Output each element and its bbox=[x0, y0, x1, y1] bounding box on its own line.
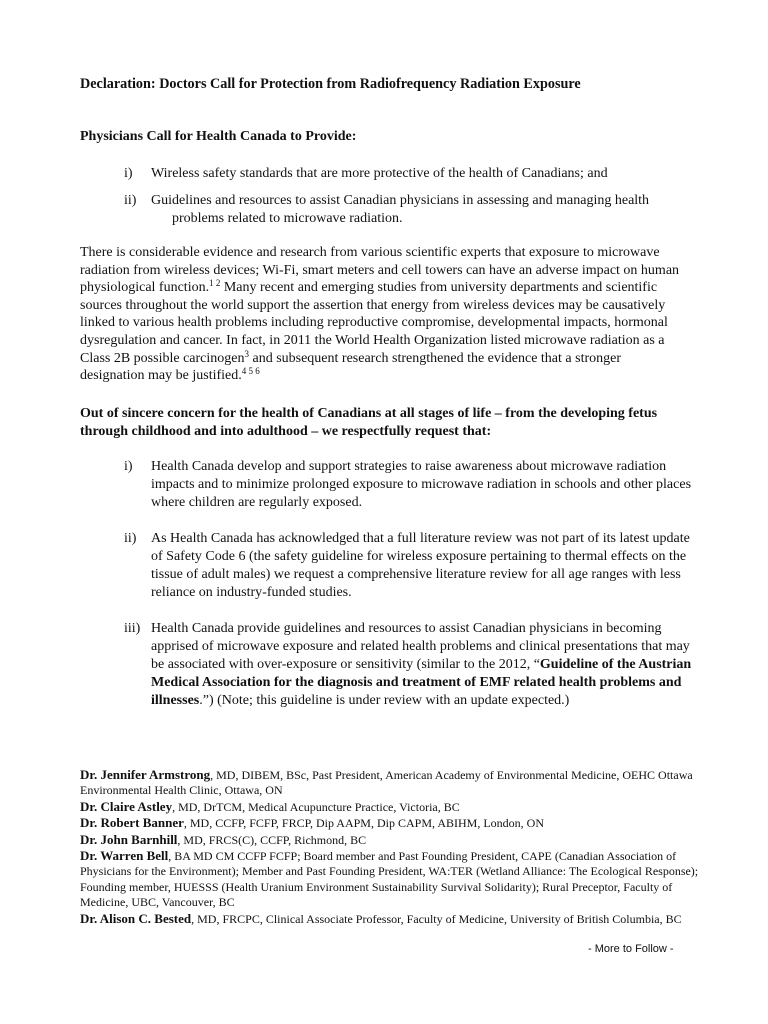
signatory-entry bbox=[80, 767, 720, 799]
list-number: iii) bbox=[124, 621, 141, 636]
footnote-ref: 3 bbox=[244, 348, 249, 359]
signatory-name: Dr. Jennifer Armstrong bbox=[80, 767, 211, 782]
request-item-2 bbox=[124, 530, 704, 602]
signatories-list bbox=[80, 767, 720, 927]
evidence-paragraph bbox=[80, 244, 682, 385]
signatory-name: Dr. Claire Astley bbox=[80, 798, 173, 814]
provide-item-2 bbox=[124, 192, 704, 228]
list-number: i) bbox=[124, 166, 133, 181]
list-number: ii) bbox=[124, 531, 137, 546]
footnote-ref: 4 5 6 bbox=[241, 366, 260, 377]
call-heading: Physicians Call for Health Canada to Provide: bbox=[80, 129, 357, 144]
list-text-line: Guidelines and resources to assist Canadian physicians in assessing and managing health bbox=[151, 193, 650, 208]
signatory-entry bbox=[80, 815, 720, 831]
request-item-1 bbox=[124, 458, 704, 512]
signatory-details: , MD, FRCS(C), CCFP, Richmond, BC bbox=[177, 832, 367, 847]
list-text-part: .”) (Note; this guideline is under review with an update expected.) bbox=[199, 693, 570, 708]
signatory-name: Dr. Alison C. Bested bbox=[80, 910, 192, 926]
signatory-name: Dr. Warren Bell bbox=[80, 848, 169, 864]
document-title: Declaration: Doctors Call for Protection from Radiofrequency Radiation Exposure bbox=[80, 76, 581, 92]
signatory-details: , MD, DrTCM, Medical Acupuncture Practice, Victoria, BC bbox=[172, 799, 460, 814]
list-number: i) bbox=[124, 459, 133, 474]
signatory-entry bbox=[80, 848, 720, 911]
request-item-3 bbox=[124, 620, 704, 710]
signatory-entry bbox=[80, 832, 720, 848]
evidence-text: Many recent and emerging studies from university departments and scientific sources throughout the world support the assertion that energy from wireless devices may be causatively linked to various health problems including reproductive compromise, developmental impacts, hormonal dysregulation and cancer. In fact, in 2011 the World Health Organization listed microwave radiation as a Class 2B possible carcinogen bbox=[80, 280, 668, 366]
signatory-name: Dr. Robert Banner bbox=[80, 815, 184, 831]
footnote-ref: 1 2 bbox=[209, 278, 221, 289]
provide-item-1 bbox=[124, 165, 704, 183]
signatory-details: , BA MD CM CCFP FCFP; Board member and Past Founding President, CAPE (Canadian Association of Physicians for the Environment); Member and Past Founding President, WA:TER (Wetland Alliance: The Ecological Response); Founding member, HUESSS (Health Uranium Environment Sustainability Survival Solidarity); Rural Preceptor, Faculty of Medicine, UBC, Vancouver, BC bbox=[80, 849, 699, 910]
list-number: ii) bbox=[124, 193, 137, 208]
evidence-text: There is considerable evidence and research from various scientific experts that exposure to microwave radiation from wireless devices; Wi-Fi, smart meters and cell towers can have an adverse impact on human physiological function. bbox=[80, 245, 680, 296]
signatory-details: , MD, CCFP, FCFP, FRCP, Dip AAPM, Dip CAPM, ABIHM, London, ON bbox=[183, 816, 544, 831]
more-to-follow-footer: - More to Follow - bbox=[588, 943, 674, 955]
signatory-name: Dr. John Barnhill bbox=[80, 831, 178, 847]
list-text bbox=[151, 192, 704, 228]
list-text: Health Canada develop and support strategies to raise awareness about microwave radiation impacts and to minimize prolonged exposure to microwave radiation in schools and other places where children are regularly exposed. bbox=[151, 459, 692, 510]
signatory-details: , MD, FRCPC, Clinical Associate Professor, Faculty of Medicine, University of British Columbia, BC bbox=[191, 911, 682, 926]
list-text: As Health Canada has acknowledged that a full literature review was not part of its latest update of Safety Code 6 (the safety guideline for wireless exposure pertaining to thermal effects on the tissue of adult males) we request a comprehensive literature review for all age ranges with less reliance on industry-funded studies. bbox=[151, 531, 690, 600]
signatory-details: , MD, DIBEM, BSc, Past President, American Academy of Environmental Medicine, OEHC Ottawa Environmental Health Clinic, Ottawa, ON bbox=[80, 768, 693, 798]
list-text bbox=[151, 620, 704, 710]
list-text-part: Health Canada provide guidelines and resources to assist Canadian physicians in becoming apprised of microwave exposure and related health problems and clinical presentations that may be associated with over-exposure or sensitivity (similar to the 2012, “ bbox=[151, 621, 690, 672]
concern-paragraph: Out of sincere concern for the health of Canadians at all stages of life – from the developing fetus through childhood and into adulthood – we respectfully request that: bbox=[80, 406, 658, 439]
list-text: Wireless safety standards that are more protective of the health of Canadians; and bbox=[151, 166, 608, 181]
signatory-entry bbox=[80, 911, 720, 927]
evidence-text: and subsequent research strengthened the evidence that a stronger designation may be justified. bbox=[80, 350, 622, 384]
list-text-line: problems related to microwave radiation. bbox=[172, 211, 403, 226]
guideline-title: Guideline of the Austrian Medical Association for the diagnosis and treatment of EMF related health problems and illnesses bbox=[151, 657, 692, 708]
signatory-entry bbox=[80, 799, 720, 815]
